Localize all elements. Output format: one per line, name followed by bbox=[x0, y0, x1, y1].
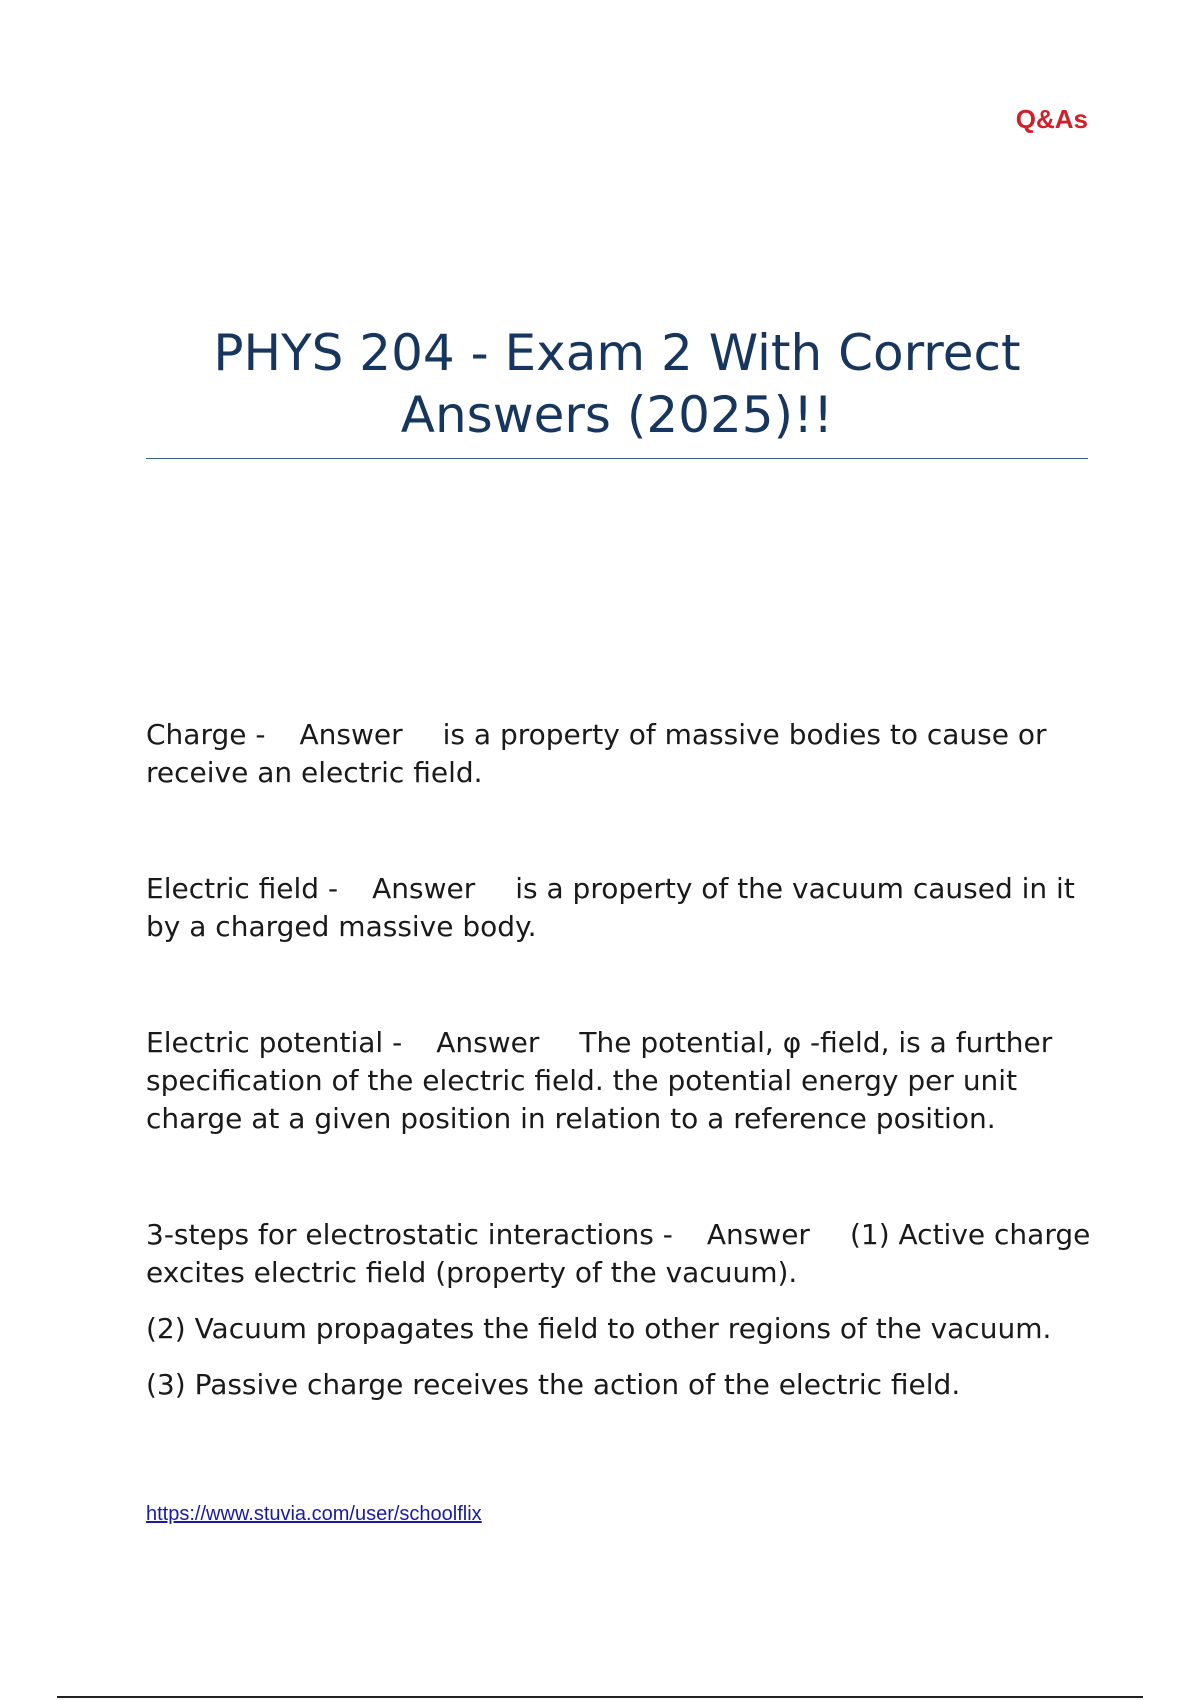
step-2-text: (2) Vacuum propagates the field to other regions of the vacuum. bbox=[146, 1312, 1052, 1345]
qa-term: Electric field - bbox=[146, 872, 339, 905]
qa-term: Charge - bbox=[146, 718, 266, 751]
answer-label: Answer bbox=[706, 1218, 810, 1251]
qa-answer: The potential, φ -field, is a further specification of the electric field. the potential energy per unit charge at a given position in relation to a reference position. bbox=[146, 1026, 1053, 1135]
qa-item-electric-field bbox=[146, 870, 1096, 946]
qa-item-electric-potential bbox=[146, 1024, 1096, 1138]
qa-list bbox=[146, 716, 1096, 1404]
page-title: PHYS 204 - Exam 2 With Correct Answers (2025)!! bbox=[213, 324, 1021, 444]
qa-answer: (1) Active charge excites electric field (property of the vacuum). bbox=[146, 1218, 1091, 1289]
qa-item-electrostatic-steps bbox=[146, 1216, 1096, 1404]
answer-label: Answer bbox=[299, 718, 403, 751]
qa-item-charge bbox=[146, 716, 1096, 792]
qa-term: Electric potential - bbox=[146, 1026, 403, 1059]
qa-steps-main bbox=[146, 1216, 1096, 1292]
qas-label: Q&As bbox=[1015, 104, 1088, 134]
source-link[interactable]: https://www.stuvia.com/user/schoolflix bbox=[146, 1503, 482, 1525]
title-block bbox=[146, 322, 1088, 459]
qa-answer: is a property of the vacuum caused in it by a charged massive body. bbox=[146, 872, 1075, 943]
answer-label: Answer bbox=[372, 872, 476, 905]
qa-term: 3-steps for electrostatic interactions - bbox=[146, 1218, 673, 1251]
footer-divider bbox=[57, 1696, 1143, 1698]
step-3-text: (3) Passive charge receives the action of the electric field. bbox=[146, 1368, 961, 1401]
answer-label: Answer bbox=[436, 1026, 540, 1059]
qa-answer: is a property of massive bodies to cause or receive an electric field. bbox=[146, 718, 1047, 789]
